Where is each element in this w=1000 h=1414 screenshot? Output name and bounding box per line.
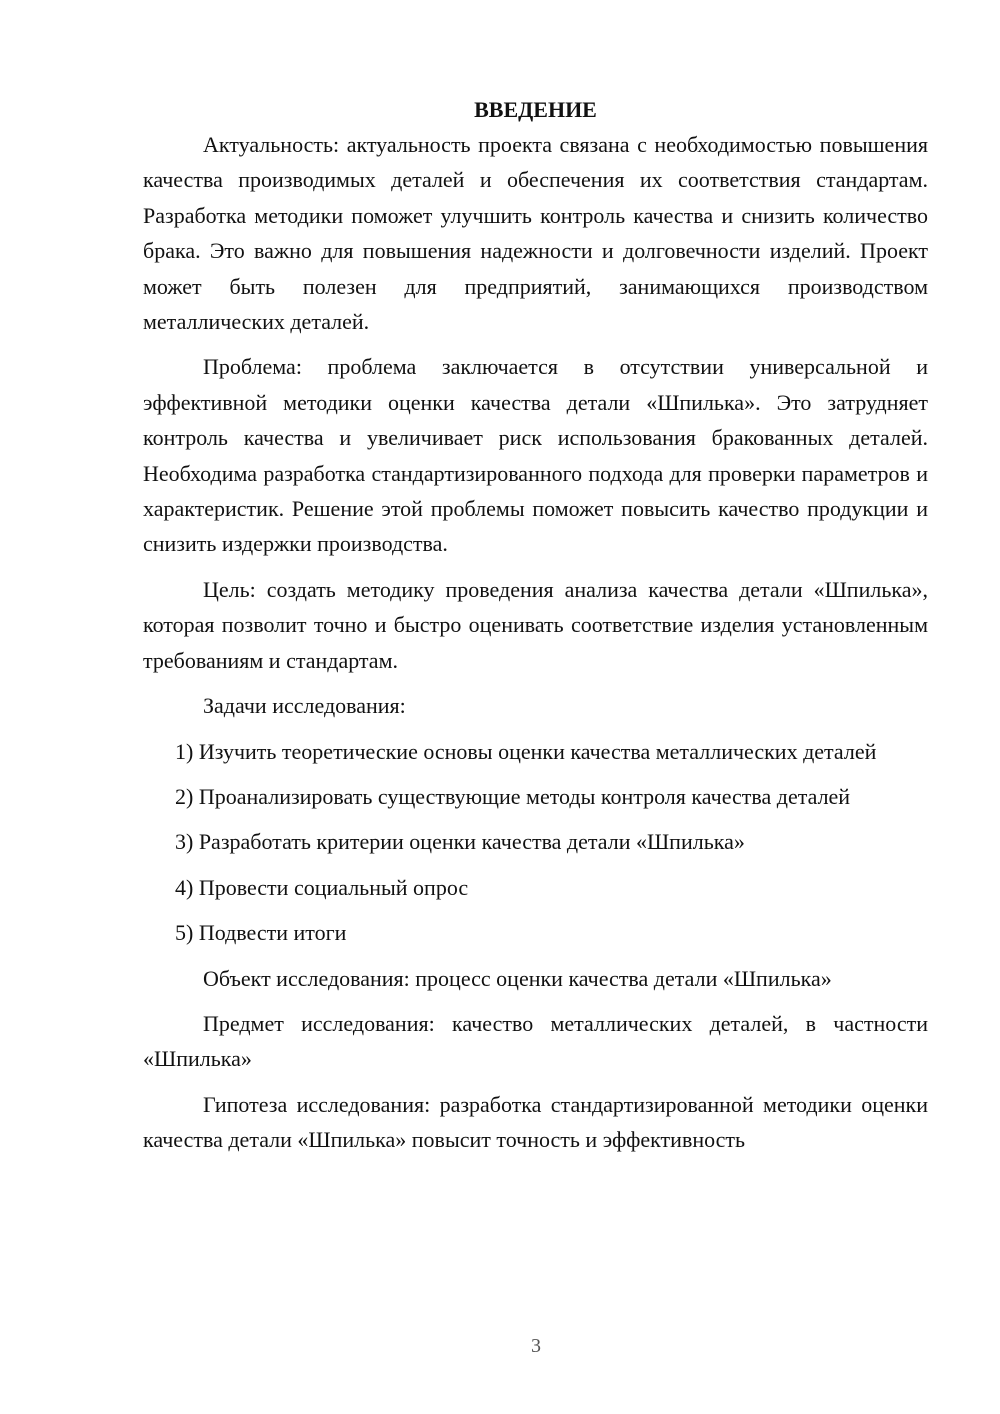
paragraph-goal: Цель: создать методику проведения анализа качества детали «Шпилька», которая позволит точно и быстро оценивать соответствие изделия установленным требованиям и стандартам. — [143, 576, 928, 673]
paragraph-object: Объект исследования: процесс оценки качества детали «Шпилька» — [203, 965, 832, 991]
page-number: 3 — [531, 1335, 541, 1357]
paragraph-subject: Предмет исследования: качество металлических деталей, в частности «Шпилька» — [143, 1010, 928, 1072]
document-page — [143, 92, 928, 1168]
paragraph-hypothesis: Гипотеза исследования: разработка стандартизированной методики оценки качества детали «Шпилька» повысит точность и эффективность — [143, 1091, 928, 1153]
paragraph-relevance: Актуальность: актуальность проекта связана с необходимостью повышения качества производимых деталей и обеспечения их соответствия стандартам. Разработка методики поможет улучшить контроль качества и снизить количество брака. Это важно для повышения надежности и долговечности изделий. Проект может быть полезен для предприятий, занимающихся производством металлических деталей. — [143, 132, 928, 335]
section-title: ВВЕДЕНИЕ — [474, 97, 597, 122]
paragraph-problem: Проблема: проблема заключается в отсутствии универсальной и эффективной методики оценки качества детали «Шпилька». Это затрудняет контроль качества и увеличивает риск использования бракованных деталей. Необходима разработка стандартизированного подхода для проверки параметров и характеристик. Решение этой проблемы поможет повысить качество продукции и снизить издержки производства. — [143, 354, 928, 557]
task-item-4: 4) Провести социальный опрос — [175, 874, 469, 900]
task-item-3: 3) Разработать критерии оценки качества детали «Шпилька» — [175, 829, 745, 855]
paragraph-tasks-heading: Задачи исследования: — [203, 693, 406, 719]
task-item-5: 5) Подвести итоги — [175, 920, 347, 946]
task-item-1: 1) Изучить теоретические основы оценки качества металлических деталей — [175, 738, 877, 764]
task-item-2: 2) Проанализировать существующие методы контроля качества деталей — [175, 783, 851, 809]
